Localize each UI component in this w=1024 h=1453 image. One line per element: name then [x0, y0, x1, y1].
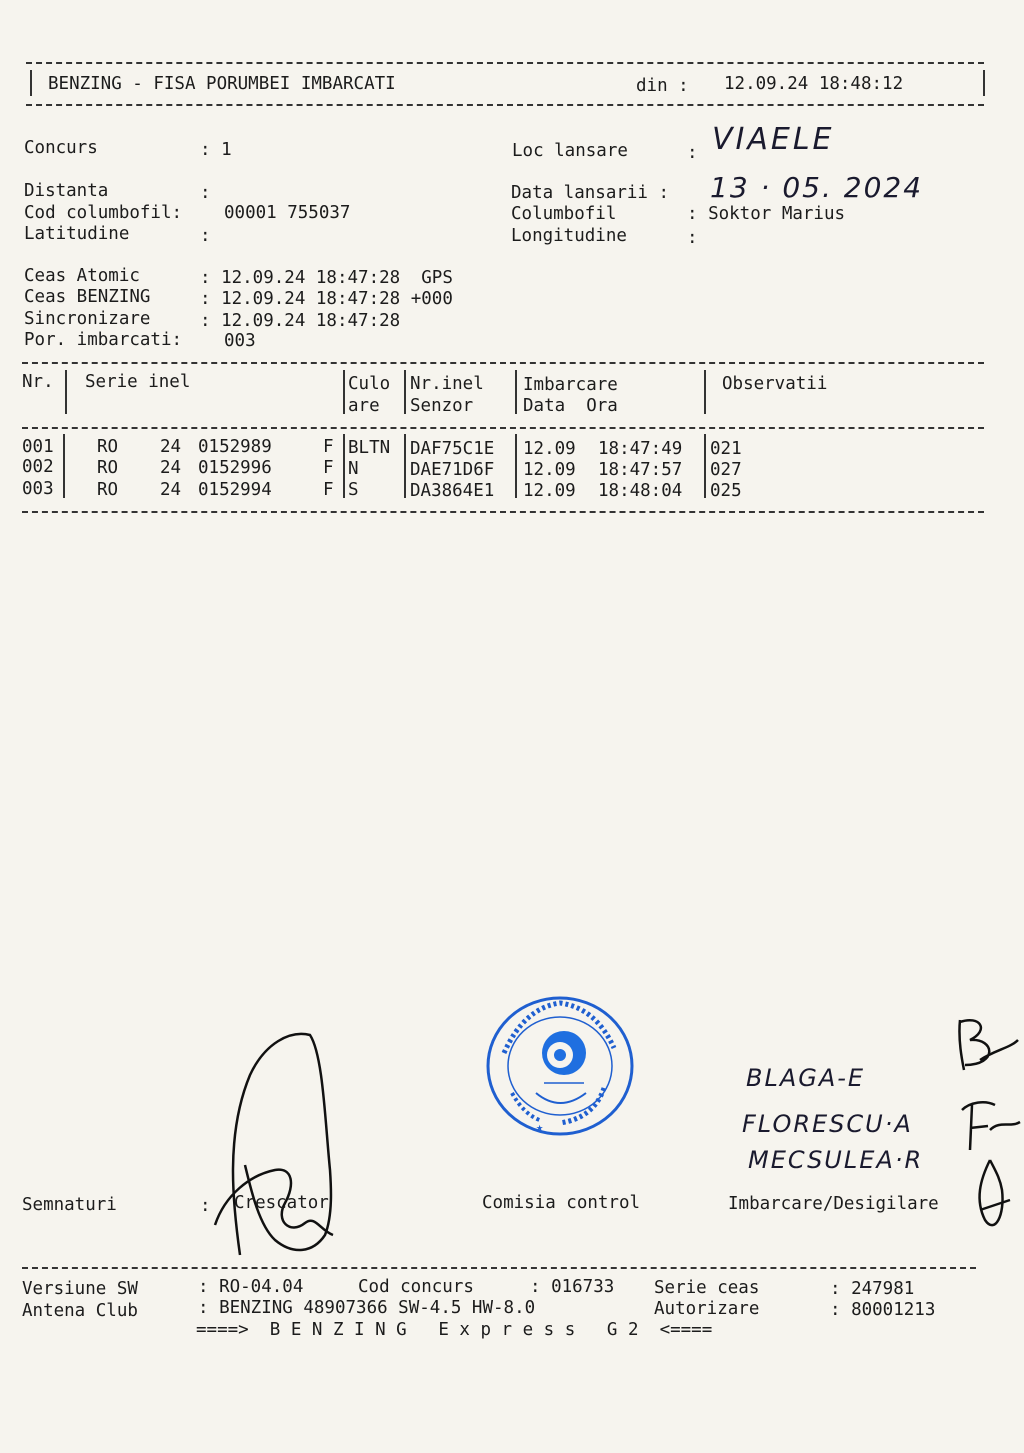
row-year: 24: [160, 458, 182, 478]
header-left-border: [30, 70, 32, 96]
loc-lansare-label: Loc lansare: [512, 141, 628, 161]
row-sex: F: [323, 458, 334, 478]
table-header-rule: [22, 427, 984, 429]
row-nr: 003: [22, 479, 54, 499]
row-year: 24: [160, 480, 182, 500]
autorizare-label: Autorizare: [654, 1299, 760, 1319]
header-bottom-rule: [26, 104, 984, 106]
col-header-nr: Nr.: [22, 372, 54, 392]
svg-text:★: ★: [536, 1120, 544, 1134]
benzing-express-brand: ====> B E N Z I N G E x p r e s s G 2 <====: [196, 1320, 713, 1340]
antena-value: : BENZING 48907366 SW-4.5 HW-8.0: [198, 1298, 536, 1318]
header-top-rule: [26, 62, 984, 64]
data-lansarii-label: Data lansarii :: [511, 183, 670, 203]
por-imbarcati-label: Por. imbarcati:: [24, 330, 183, 350]
semnaturi-label: Semnaturi: [22, 1195, 117, 1215]
ceas-atomic-label: Ceas Atomic: [24, 266, 140, 286]
row-ring: 0152989: [198, 437, 272, 457]
latitudine-label: Latitudine: [24, 224, 130, 244]
row-sex: F: [323, 480, 334, 500]
sincronizare-label: Sincronizare: [24, 309, 151, 329]
distanta-value: :: [200, 183, 211, 203]
crescator-label: Crescator: [234, 1193, 329, 1213]
row-sensor: DA3864E1: [410, 481, 495, 501]
table-top-rule: [22, 362, 984, 364]
col-sep-serie-head: [343, 370, 345, 414]
cod-columbofil-value: 00001 755037: [224, 203, 351, 223]
semnaturi-colon: :: [200, 1196, 211, 1216]
autorizare-value: : 80001213: [830, 1300, 936, 1320]
row-sex: F: [323, 437, 334, 457]
col-header-culo: Culo: [348, 374, 391, 394]
comisia-control-label: Comisia control: [482, 1193, 641, 1213]
hand-name-1: BLAGA-E: [746, 1064, 866, 1092]
row-obs: 021: [710, 439, 742, 459]
row-color: N: [348, 459, 359, 479]
row-country: RO: [97, 458, 119, 478]
club-stamp: [484, 993, 636, 1139]
row-time: 18:47:49: [598, 439, 683, 459]
form-title: BENZING - FISA PORUMBEI IMBARCATI: [48, 74, 396, 94]
row-sensor: DAE71D6F: [410, 460, 495, 480]
versiune-label: Versiune SW: [22, 1279, 138, 1299]
col-sep-senzor-head: [515, 370, 517, 414]
data-lansarii-handwritten: 13 · 05. 2024: [710, 171, 924, 204]
hand-name-2: FLORESCU·A: [742, 1110, 913, 1138]
row-nr: 001: [22, 437, 54, 457]
ceas-benzing-value: : 12.09.24 18:47:28 +000: [200, 289, 453, 309]
row-ring: 0152996: [198, 458, 272, 478]
columbofil-value: : Soktor Marius: [687, 204, 846, 224]
loc-lansare-handwritten: VIAELE: [712, 122, 835, 157]
col-header-imbarcare: Imbarcare: [523, 375, 618, 395]
table-bottom-rule: [22, 511, 984, 513]
versiune-value: : RO-04.04: [198, 1277, 304, 1297]
col-header-are: are: [348, 396, 380, 416]
serie-ceas-value: : 247981: [830, 1279, 915, 1299]
columbofil-label: Columbofil: [511, 204, 617, 224]
row-date: 12.09: [523, 439, 576, 459]
row-country: RO: [97, 437, 119, 457]
col-header-serie-inel: Serie inel: [85, 372, 191, 392]
antena-label: Antena Club: [22, 1301, 138, 1321]
row-time: 18:47:57: [598, 460, 683, 480]
col-sep-nr: [63, 434, 65, 498]
row-country: RO: [97, 480, 119, 500]
row-nr: 002: [22, 457, 54, 477]
col-header-senzor: Senzor: [410, 396, 474, 416]
cod-columbofil-label: Cod columbofil:: [24, 203, 183, 223]
sincronizare-value: : 12.09.24 18:47:28: [200, 311, 401, 331]
col-header-data-ora: Data Ora: [523, 396, 618, 416]
col-sep-nr-head: [65, 370, 67, 414]
row-color: S: [348, 480, 359, 500]
ceas-benzing-label: Ceas BENZING: [24, 287, 151, 307]
col-sep-imbarcare-head: [704, 370, 706, 414]
header-right-border: [983, 70, 985, 96]
header-datetime: 12.09.24 18:48:12: [724, 74, 904, 94]
din-label: din :: [636, 76, 689, 96]
col-sep-serie: [343, 434, 345, 498]
por-imbarcati-value: 003: [224, 331, 256, 351]
row-ring: 0152994: [198, 480, 272, 500]
cod-concurs-label: Cod concurs: [358, 1277, 474, 1297]
col-header-observatii: Observatii: [722, 374, 828, 394]
row-time: 18:48:04: [598, 481, 683, 501]
row-sensor: DAF75C1E: [410, 439, 495, 459]
concurs-value: : 1: [200, 140, 232, 160]
col-header-nr-inel: Nr.inel: [410, 374, 484, 394]
imbarcare-desigilare-label: Imbarcare/Desigilare: [728, 1194, 939, 1214]
row-obs: 025: [710, 481, 742, 501]
serie-ceas-label: Serie ceas: [654, 1278, 760, 1298]
row-date: 12.09: [523, 481, 576, 501]
latitudine-value: :: [200, 226, 211, 246]
row-date: 12.09: [523, 460, 576, 480]
concurs-label: Concurs: [24, 138, 98, 158]
hand-name-3: MECSULEA·R: [748, 1146, 924, 1174]
distanta-label: Distanta: [24, 181, 109, 201]
crescator-signature: [205, 1025, 355, 1260]
col-sep-imbarcare: [704, 434, 706, 498]
col-sep-culo-head: [404, 370, 406, 414]
loc-lansare-colon: :: [687, 143, 698, 163]
cod-concurs-value: : 016733: [530, 1277, 615, 1297]
row-obs: 027: [710, 460, 742, 480]
col-sep-senzor: [515, 434, 517, 498]
col-sep-culo: [404, 434, 406, 498]
desigilare-signatures: [950, 1010, 1022, 1240]
longitudine-value: :: [687, 228, 698, 248]
row-color: BLTN: [348, 438, 391, 458]
footer-top-rule: [22, 1267, 976, 1269]
row-year: 24: [160, 437, 182, 457]
ceas-atomic-value: : 12.09.24 18:47:28 GPS: [200, 268, 453, 288]
longitudine-label: Longitudine: [511, 226, 627, 246]
